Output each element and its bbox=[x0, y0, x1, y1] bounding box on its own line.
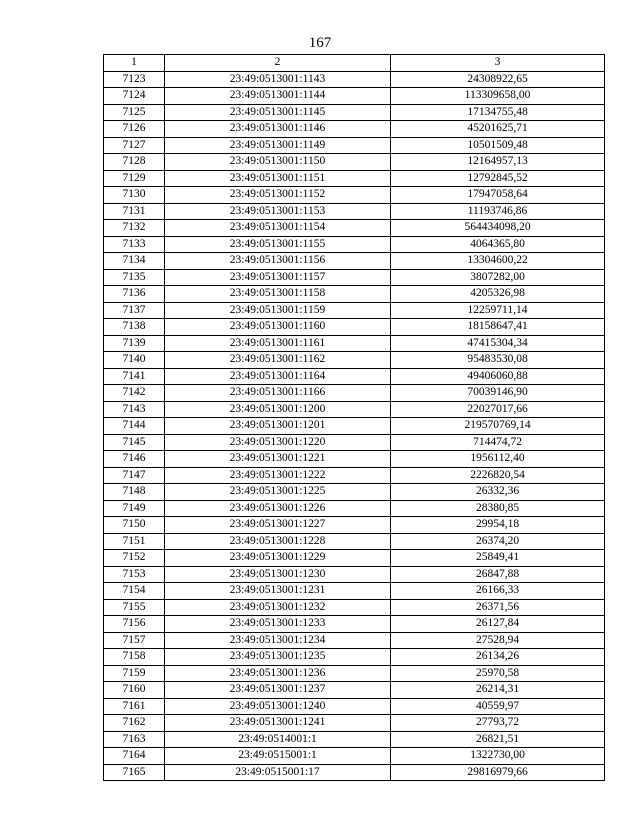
cell-cadastral-number: 23:49:0513001:1237 bbox=[165, 682, 391, 699]
cell-cadastral-number: 23:49:0513001:1227 bbox=[165, 517, 391, 534]
cell-row-number: 7151 bbox=[104, 533, 165, 550]
cell-cadastral-number: 23:49:0513001:1200 bbox=[165, 401, 391, 418]
table-row bbox=[104, 71, 605, 88]
cell-cadastral-number: 23:49:0513001:1201 bbox=[165, 418, 391, 435]
table-row bbox=[104, 517, 605, 534]
cell-row-number: 7132 bbox=[104, 220, 165, 237]
cell-row-number: 7159 bbox=[104, 665, 165, 682]
cell-row-number: 7131 bbox=[104, 203, 165, 220]
cell-cadastral-number: 23:49:0513001:1229 bbox=[165, 550, 391, 567]
table-row bbox=[104, 500, 605, 517]
table-row bbox=[104, 649, 605, 666]
cell-row-number: 7155 bbox=[104, 599, 165, 616]
table-row bbox=[104, 302, 605, 319]
cell-value: 17134755,48 bbox=[391, 104, 605, 121]
cell-value: 4205326,98 bbox=[391, 286, 605, 303]
cell-value: 10501509,48 bbox=[391, 137, 605, 154]
table-row bbox=[104, 748, 605, 765]
cell-value: 22027017,66 bbox=[391, 401, 605, 418]
cell-row-number: 7124 bbox=[104, 88, 165, 105]
cell-value: 26821,51 bbox=[391, 731, 605, 748]
cell-row-number: 7130 bbox=[104, 187, 165, 204]
table-row bbox=[104, 368, 605, 385]
cell-cadastral-number: 23:49:0513001:1221 bbox=[165, 451, 391, 468]
cell-value: 26127,84 bbox=[391, 616, 605, 633]
cell-cadastral-number: 23:49:0513001:1154 bbox=[165, 220, 391, 237]
cell-row-number: 7128 bbox=[104, 154, 165, 171]
table-row bbox=[104, 88, 605, 105]
cell-cadastral-number: 23:49:0513001:1144 bbox=[165, 88, 391, 105]
table-row bbox=[104, 352, 605, 369]
cell-cadastral-number: 23:49:0513001:1226 bbox=[165, 500, 391, 517]
table-row bbox=[104, 698, 605, 715]
table-row bbox=[104, 335, 605, 352]
cell-row-number: 7158 bbox=[104, 649, 165, 666]
cell-row-number: 7152 bbox=[104, 550, 165, 567]
cell-cadastral-number: 23:49:0513001:1161 bbox=[165, 335, 391, 352]
table-row bbox=[104, 269, 605, 286]
table-row bbox=[104, 401, 605, 418]
column-header-number: 1 bbox=[104, 55, 165, 72]
cell-value: 564434098,20 bbox=[391, 220, 605, 237]
cell-cadastral-number: 23:49:0513001:1164 bbox=[165, 368, 391, 385]
cell-row-number: 7146 bbox=[104, 451, 165, 468]
table-row bbox=[104, 385, 605, 402]
table-body bbox=[104, 71, 605, 781]
cell-value: 47415304,34 bbox=[391, 335, 605, 352]
cell-value: 12164957,13 bbox=[391, 154, 605, 171]
table-row bbox=[104, 253, 605, 270]
cell-value: 3807282,00 bbox=[391, 269, 605, 286]
table-row bbox=[104, 715, 605, 732]
cell-cadastral-number: 23:49:0513001:1157 bbox=[165, 269, 391, 286]
cell-row-number: 7165 bbox=[104, 764, 165, 781]
cell-cadastral-number: 23:49:0513001:1231 bbox=[165, 583, 391, 600]
cell-row-number: 7137 bbox=[104, 302, 165, 319]
cell-row-number: 7164 bbox=[104, 748, 165, 765]
cell-row-number: 7138 bbox=[104, 319, 165, 336]
cell-cadastral-number: 23:49:0513001:1155 bbox=[165, 236, 391, 253]
cell-cadastral-number: 23:49:0513001:1241 bbox=[165, 715, 391, 732]
cell-cadastral-number: 23:49:0513001:1166 bbox=[165, 385, 391, 402]
cell-value: 40559,97 bbox=[391, 698, 605, 715]
cell-cadastral-number: 23:49:0513001:1149 bbox=[165, 137, 391, 154]
cell-row-number: 7129 bbox=[104, 170, 165, 187]
cell-value: 26166,33 bbox=[391, 583, 605, 600]
table-row bbox=[104, 170, 605, 187]
cell-row-number: 7150 bbox=[104, 517, 165, 534]
table-row bbox=[104, 137, 605, 154]
cell-row-number: 7135 bbox=[104, 269, 165, 286]
cell-row-number: 7161 bbox=[104, 698, 165, 715]
table-row bbox=[104, 286, 605, 303]
table-row bbox=[104, 583, 605, 600]
cell-value: 17947058,64 bbox=[391, 187, 605, 204]
cell-cadastral-number: 23:49:0513001:1162 bbox=[165, 352, 391, 369]
cell-value: 26134,26 bbox=[391, 649, 605, 666]
cell-value: 11193746,86 bbox=[391, 203, 605, 220]
table-row bbox=[104, 467, 605, 484]
cell-row-number: 7163 bbox=[104, 731, 165, 748]
table-row bbox=[104, 682, 605, 699]
cell-value: 29816979,66 bbox=[391, 764, 605, 781]
cell-cadastral-number: 23:49:0513001:1240 bbox=[165, 698, 391, 715]
cell-value: 4064365,80 bbox=[391, 236, 605, 253]
cell-value: 45201625,71 bbox=[391, 121, 605, 138]
cell-row-number: 7136 bbox=[104, 286, 165, 303]
cell-value: 714474,72 bbox=[391, 434, 605, 451]
cell-value: 1956112,40 bbox=[391, 451, 605, 468]
cell-row-number: 7144 bbox=[104, 418, 165, 435]
cell-cadastral-number: 23:49:0513001:1232 bbox=[165, 599, 391, 616]
cell-row-number: 7141 bbox=[104, 368, 165, 385]
cell-row-number: 7160 bbox=[104, 682, 165, 699]
cell-cadastral-number: 23:49:0513001:1222 bbox=[165, 467, 391, 484]
cell-row-number: 7162 bbox=[104, 715, 165, 732]
table-row bbox=[104, 121, 605, 138]
table-row bbox=[104, 599, 605, 616]
cell-row-number: 7123 bbox=[104, 71, 165, 88]
cell-value: 113309658,00 bbox=[391, 88, 605, 105]
cell-value: 27528,94 bbox=[391, 632, 605, 649]
cell-cadastral-number: 23:49:0514001:1 bbox=[165, 731, 391, 748]
cell-cadastral-number: 23:49:0513001:1220 bbox=[165, 434, 391, 451]
cell-row-number: 7127 bbox=[104, 137, 165, 154]
table-row bbox=[104, 533, 605, 550]
table-row bbox=[104, 764, 605, 781]
cell-value: 25970,58 bbox=[391, 665, 605, 682]
page-number: 167 bbox=[308, 35, 332, 51]
table-row bbox=[104, 418, 605, 435]
cell-cadastral-number: 23:49:0513001:1150 bbox=[165, 154, 391, 171]
cell-value: 26371,56 bbox=[391, 599, 605, 616]
cell-cadastral-number: 23:49:0513001:1145 bbox=[165, 104, 391, 121]
cell-row-number: 7145 bbox=[104, 434, 165, 451]
cell-value: 2226820,54 bbox=[391, 467, 605, 484]
cell-row-number: 7154 bbox=[104, 583, 165, 600]
column-header-cadastral-number: 2 bbox=[165, 55, 391, 72]
cell-value: 26214,31 bbox=[391, 682, 605, 699]
cell-row-number: 7157 bbox=[104, 632, 165, 649]
cell-value: 1322730,00 bbox=[391, 748, 605, 765]
cell-row-number: 7140 bbox=[104, 352, 165, 369]
table-row bbox=[104, 550, 605, 567]
cell-value: 95483530,08 bbox=[391, 352, 605, 369]
table-row bbox=[104, 434, 605, 451]
cell-row-number: 7139 bbox=[104, 335, 165, 352]
cell-row-number: 7142 bbox=[104, 385, 165, 402]
cell-value: 219570769,14 bbox=[391, 418, 605, 435]
cell-cadastral-number: 23:49:0513001:1233 bbox=[165, 616, 391, 633]
cell-value: 27793,72 bbox=[391, 715, 605, 732]
cell-row-number: 7134 bbox=[104, 253, 165, 270]
cell-cadastral-number: 23:49:0515001:17 bbox=[165, 764, 391, 781]
table-row bbox=[104, 187, 605, 204]
cell-row-number: 7153 bbox=[104, 566, 165, 583]
cell-cadastral-number: 23:49:0513001:1228 bbox=[165, 533, 391, 550]
cell-value: 26374,20 bbox=[391, 533, 605, 550]
cell-cadastral-number: 23:49:0513001:1151 bbox=[165, 170, 391, 187]
cell-cadastral-number: 23:49:0513001:1143 bbox=[165, 71, 391, 88]
cell-value: 28380,85 bbox=[391, 500, 605, 517]
table-row bbox=[104, 236, 605, 253]
cell-row-number: 7148 bbox=[104, 484, 165, 501]
cell-cadastral-number: 23:49:0513001:1153 bbox=[165, 203, 391, 220]
cell-cadastral-number: 23:49:0513001:1225 bbox=[165, 484, 391, 501]
cell-row-number: 7133 bbox=[104, 236, 165, 253]
cell-value: 70039146,90 bbox=[391, 385, 605, 402]
table-row bbox=[104, 616, 605, 633]
cell-cadastral-number: 23:49:0513001:1146 bbox=[165, 121, 391, 138]
cell-value: 29954,18 bbox=[391, 517, 605, 534]
table-row bbox=[104, 154, 605, 171]
cell-row-number: 7126 bbox=[104, 121, 165, 138]
cell-row-number: 7149 bbox=[104, 500, 165, 517]
cell-row-number: 7143 bbox=[104, 401, 165, 418]
cell-cadastral-number: 23:49:0513001:1159 bbox=[165, 302, 391, 319]
table-row bbox=[104, 220, 605, 237]
table-row bbox=[104, 203, 605, 220]
table-row bbox=[104, 484, 605, 501]
table-row bbox=[104, 632, 605, 649]
cell-cadastral-number: 23:49:0513001:1152 bbox=[165, 187, 391, 204]
cell-row-number: 7147 bbox=[104, 467, 165, 484]
table-row bbox=[104, 665, 605, 682]
cell-value: 25849,41 bbox=[391, 550, 605, 567]
cell-row-number: 7125 bbox=[104, 104, 165, 121]
cell-value: 24308922,65 bbox=[391, 71, 605, 88]
cell-cadastral-number: 23:49:0513001:1156 bbox=[165, 253, 391, 270]
cell-value: 26847,88 bbox=[391, 566, 605, 583]
cell-cadastral-number: 23:49:0513001:1235 bbox=[165, 649, 391, 666]
cell-cadastral-number: 23:49:0513001:1234 bbox=[165, 632, 391, 649]
table-row bbox=[104, 451, 605, 468]
cadastral-value-table bbox=[103, 54, 605, 781]
cell-cadastral-number: 23:49:0513001:1158 bbox=[165, 286, 391, 303]
cell-cadastral-number: 23:49:0513001:1230 bbox=[165, 566, 391, 583]
table-row bbox=[104, 566, 605, 583]
cell-cadastral-number: 23:49:0515001:1 bbox=[165, 748, 391, 765]
table-row bbox=[104, 319, 605, 336]
cell-value: 12259711,14 bbox=[391, 302, 605, 319]
cell-row-number: 7156 bbox=[104, 616, 165, 633]
cell-value: 12792845,52 bbox=[391, 170, 605, 187]
table-header-row bbox=[104, 55, 605, 72]
cell-cadastral-number: 23:49:0513001:1236 bbox=[165, 665, 391, 682]
cell-value: 13304600,22 bbox=[391, 253, 605, 270]
cell-value: 18158647,41 bbox=[391, 319, 605, 336]
cell-value: 26332,36 bbox=[391, 484, 605, 501]
column-header-value: 3 bbox=[391, 55, 605, 72]
cell-cadastral-number: 23:49:0513001:1160 bbox=[165, 319, 391, 336]
cell-value: 49406060,88 bbox=[391, 368, 605, 385]
table-row bbox=[104, 104, 605, 121]
table-row bbox=[104, 731, 605, 748]
